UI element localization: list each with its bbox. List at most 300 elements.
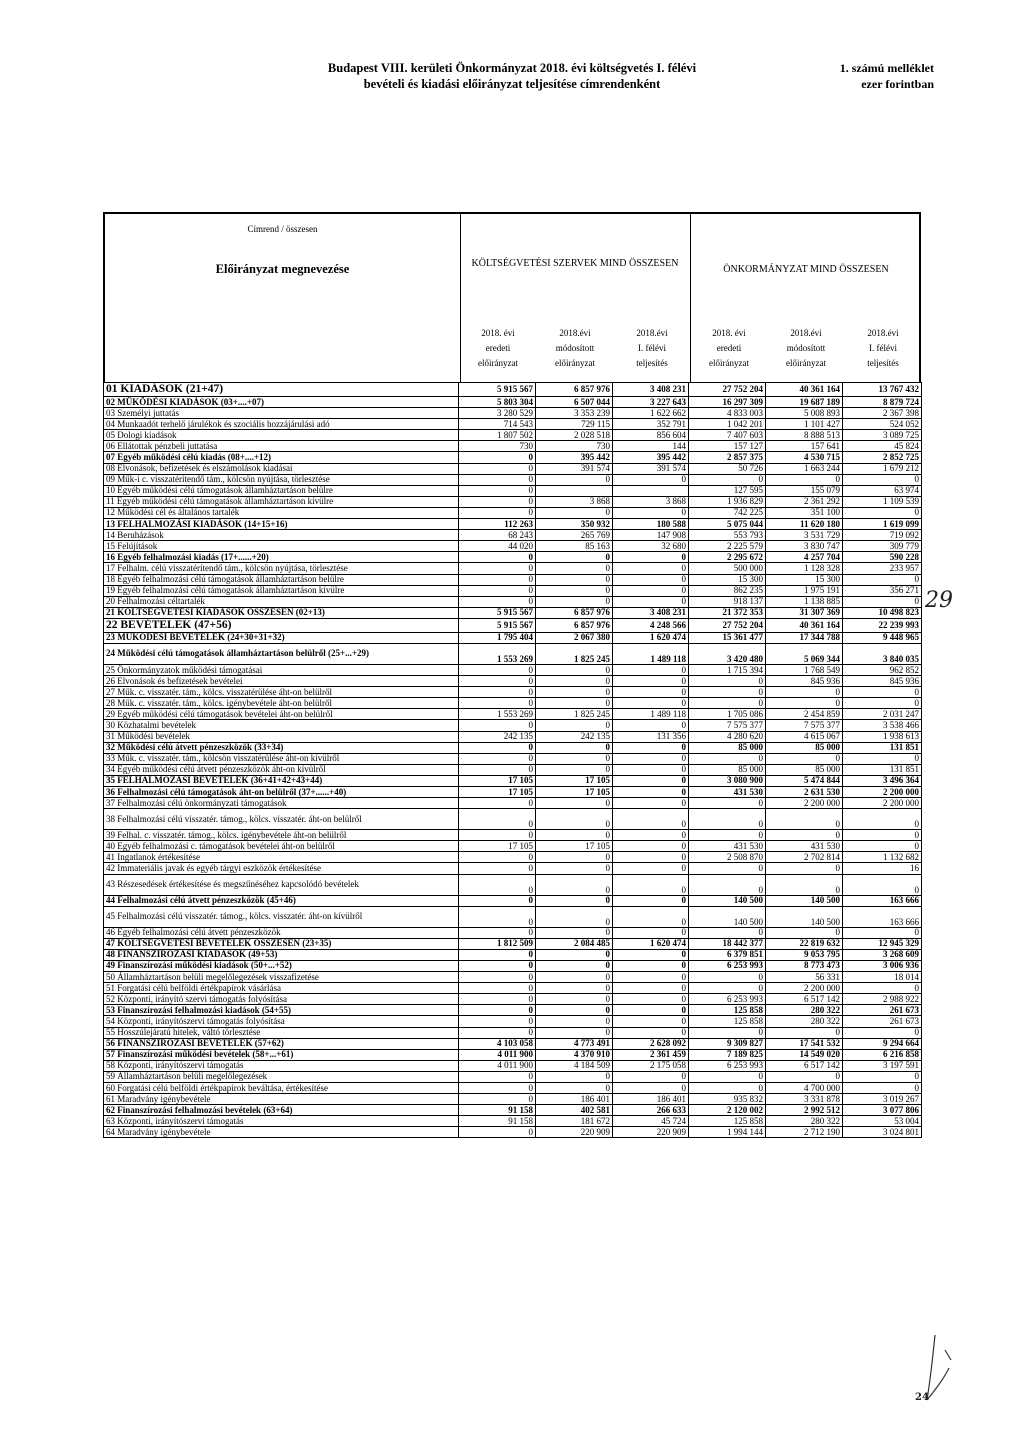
row-label: 43 Részesedések értékesítése és megszűnéséhez kapcsolódó bevételek — [104, 874, 459, 895]
row-label: 58 Központi, irányítószervi támogatás — [104, 1060, 459, 1071]
cell-value: 0 — [613, 552, 689, 563]
cell-value: 0 — [459, 664, 536, 675]
cell-value: 1 994 144 — [689, 1127, 766, 1138]
cell-value: 4 615 067 — [766, 731, 843, 742]
cell-value: 17 105 — [459, 775, 536, 786]
row-label: 42 Immateriális javak és egyéb tárgyi eszközök értékesítése — [104, 863, 459, 874]
table-row — [104, 607, 922, 618]
cell-value: 45 824 — [843, 441, 922, 452]
row-label: 11 Egyéb működési célú támogatások államháztartáson kívülre — [104, 496, 459, 507]
cell-value: 1 825 245 — [536, 709, 613, 720]
cell-value: 4 248 566 — [613, 618, 689, 632]
table-row — [104, 852, 922, 863]
cell-value: 2 225 579 — [689, 541, 766, 552]
table-row — [104, 676, 922, 687]
cell-value: 220 909 — [613, 1127, 689, 1138]
cell-value: 3 538 466 — [843, 720, 922, 731]
cell-value: 0 — [843, 983, 922, 994]
cell-value: 6 517 142 — [766, 1060, 843, 1071]
cell-value: 0 — [536, 874, 613, 895]
cell-value: 0 — [536, 949, 613, 960]
cell-value: 2 200 000 — [843, 798, 922, 809]
row-label: 63 Központi, irányítószervi támogatás — [104, 1116, 459, 1127]
cell-value: 4 257 704 — [766, 552, 843, 563]
cell-value: 280 322 — [766, 1016, 843, 1027]
cell-value: 0 — [459, 463, 536, 474]
cell-value: 1 807 502 — [459, 430, 536, 441]
cell-value: 6 507 044 — [536, 397, 613, 408]
row-label: 29 Egyéb működési célú támogatások bevételei áht-on belülről — [104, 709, 459, 720]
row-label: 33 Műk. c. visszatér. tám., kölcsön visszatérülése áht-on kívülről — [104, 753, 459, 764]
cell-value: 431 530 — [766, 841, 843, 852]
cell-value: 0 — [459, 874, 536, 895]
cell-value: 0 — [536, 664, 613, 675]
cell-value: 3 531 729 — [766, 530, 843, 541]
cell-value: 17 105 — [459, 787, 536, 798]
cell-value: 2 857 375 — [689, 452, 766, 463]
cell-value: 0 — [613, 563, 689, 574]
cell-value: 15 361 477 — [689, 632, 766, 643]
cell-value: 56 331 — [766, 972, 843, 983]
cell-value: 0 — [536, 863, 613, 874]
cell-value: 0 — [536, 798, 613, 809]
table-row — [104, 430, 922, 441]
table-row — [104, 709, 922, 720]
cell-value: 5 069 344 — [766, 643, 843, 664]
cell-value: 17 105 — [536, 841, 613, 852]
cell-value: 50 726 — [689, 463, 766, 474]
cell-value: 155 079 — [766, 485, 843, 496]
row-label: 19 Egyéb felhalmozási célú támogatások államháztartáson kívülre — [104, 585, 459, 596]
cell-value: 0 — [613, 585, 689, 596]
table-row — [104, 787, 922, 798]
row-label: 31 Működési bevételek — [104, 731, 459, 742]
row-label: 01 KIADÁSOK (21+47) — [104, 383, 459, 397]
row-label: 47 KÖLTSÉGVETÉSI BEVÉTELEK ÖSSZESEN (23+35) — [104, 938, 459, 949]
cell-value: 0 — [613, 753, 689, 764]
table-row — [104, 809, 922, 830]
cell-value: 0 — [459, 949, 536, 960]
row-label: 07 Egyéb működési célú kiadás (08+....+12) — [104, 452, 459, 463]
table-row — [104, 419, 922, 430]
row-label: 48 FINANSZÍROZÁSI KIADÁSOK (49+53) — [104, 949, 459, 960]
cell-value: 1 128 328 — [766, 563, 843, 574]
cell-value: 0 — [536, 895, 613, 906]
table-body — [104, 383, 922, 1138]
cell-value: 181 672 — [536, 1116, 613, 1127]
subheader-5: 2018.évi módosított előirányzat — [786, 328, 826, 368]
table-row — [104, 863, 922, 874]
cell-value: 5 915 567 — [459, 618, 536, 632]
cell-value: 309 779 — [843, 541, 922, 552]
cell-value: 12 945 329 — [843, 938, 922, 949]
table-row — [104, 574, 922, 585]
column-header — [103, 212, 921, 382]
row-label: 32 Működési célú átvett pénzeszközök (33+34) — [104, 742, 459, 753]
row-label: 54 Központi, irányítószervi támogatás folyósítása — [104, 1016, 459, 1027]
cell-value: 0 — [459, 906, 536, 927]
cell-value: 0 — [459, 927, 536, 938]
cell-value: 0 — [766, 809, 843, 830]
cell-value: 2 067 380 — [536, 632, 613, 643]
cell-value: 0 — [536, 1027, 613, 1038]
page-note: 24 — [915, 1392, 929, 1403]
cell-value: 2 200 000 — [766, 798, 843, 809]
cell-value: 0 — [459, 1005, 536, 1016]
cell-value: 0 — [766, 830, 843, 841]
cell-value: 6 253 993 — [689, 960, 766, 971]
cell-value: 0 — [536, 1082, 613, 1093]
cell-value: 14 549 020 — [766, 1049, 843, 1060]
cell-value: 1 825 245 — [536, 643, 613, 664]
table-row — [104, 742, 922, 753]
table-row — [104, 906, 922, 927]
cell-value: 2 454 859 — [766, 709, 843, 720]
cell-value: 144 — [613, 441, 689, 452]
title-line-1: Budapest VIII. kerületi Önkormányzat 2018. évi költségvetés I. félévi — [327, 61, 697, 75]
cell-value: 85 163 — [536, 541, 613, 552]
cell-value: 3 868 — [536, 496, 613, 507]
cell-value: 0 — [613, 742, 689, 753]
cell-value: 53 004 — [843, 1116, 922, 1127]
signature-mark — [905, 1330, 965, 1410]
cell-value: 0 — [536, 809, 613, 830]
row-label: 18 Egyéb felhalmozási célú támogatások államháztartáson belülre — [104, 574, 459, 585]
row-label: 52 Központi, irányító szervi támogatás folyósítása — [104, 994, 459, 1005]
cell-value: 5 915 567 — [459, 607, 536, 618]
cell-value: 5 915 567 — [459, 383, 536, 397]
row-label: 51 Forgatási célú belföldi értékpapírok vásárlása — [104, 983, 459, 994]
cell-value: 0 — [536, 983, 613, 994]
row-label: 15 Felújítások — [104, 541, 459, 552]
table-row — [104, 474, 922, 485]
cell-value: 0 — [536, 687, 613, 698]
cell-value: 5 474 844 — [766, 775, 843, 786]
cell-value: 17 105 — [536, 787, 613, 798]
cell-value: 85 000 — [689, 742, 766, 753]
cell-value: 13 767 432 — [843, 383, 922, 397]
cell-value: 0 — [613, 764, 689, 775]
cell-value: 3 089 725 — [843, 430, 922, 441]
cell-value: 0 — [459, 994, 536, 1005]
cell-value: 0 — [459, 585, 536, 596]
cell-value: 0 — [536, 1016, 613, 1027]
cell-value: 730 — [536, 441, 613, 452]
cell-value: 40 361 164 — [766, 383, 843, 397]
cell-value: 1 663 244 — [766, 463, 843, 474]
cell-value: 9 053 795 — [766, 949, 843, 960]
cell-value: 0 — [536, 585, 613, 596]
subheader-6: 2018.évi I. félévi teljesítés — [867, 328, 899, 368]
cell-value: 31 307 369 — [766, 607, 843, 618]
table-row — [104, 383, 922, 397]
cell-value: 0 — [459, 809, 536, 830]
row-label: 45 Felhalmozási célú visszatér. támog., kölcs. visszatér. áht-on kívülről — [104, 906, 459, 927]
cell-value: 0 — [459, 960, 536, 971]
row-label: 38 Felhalmozási célú visszatér. támog., kölcs. visszatér. áht-on belülről — [104, 809, 459, 830]
table-row — [104, 1027, 922, 1038]
table-row — [104, 775, 922, 786]
cell-value: 8 773 473 — [766, 960, 843, 971]
cell-value: 1 138 885 — [766, 596, 843, 607]
cell-value: 3 077 806 — [843, 1105, 922, 1116]
table-row — [104, 408, 922, 419]
table-row — [104, 585, 922, 596]
cell-value: 0 — [536, 994, 613, 1005]
cell-value: 5 075 044 — [689, 519, 766, 530]
cell-value: 0 — [613, 874, 689, 895]
row-label: 03 Személyi juttatás — [104, 408, 459, 419]
table-row — [104, 720, 922, 731]
table-row — [104, 687, 922, 698]
cell-value: 0 — [459, 485, 536, 496]
subheader-4: 2018. évi eredeti előirányzat — [709, 328, 749, 368]
cell-value: 3 331 878 — [766, 1094, 843, 1105]
cell-value: 0 — [613, 994, 689, 1005]
table-row — [104, 983, 922, 994]
cell-value: 3 268 609 — [843, 949, 922, 960]
cell-value: 1 975 191 — [766, 585, 843, 596]
cell-value: 2 084 485 — [536, 938, 613, 949]
row-label: 60 Forgatási célú belföldi értékpapírok beváltása, értékesítése — [104, 1082, 459, 1093]
cell-value: 0 — [459, 983, 536, 994]
cell-value: 0 — [459, 798, 536, 809]
cell-value: 0 — [536, 574, 613, 585]
cell-value: 0 — [459, 1082, 536, 1093]
row-label: 46 Egyéb felhalmozási célú átvett pénzeszközök — [104, 927, 459, 938]
cell-value: 112 263 — [459, 519, 536, 530]
row-label: 02 MŰKÖDÉSI KIADÁSOK (03+....+07) — [104, 397, 459, 408]
cell-value: 140 500 — [689, 895, 766, 906]
table-row — [104, 874, 922, 895]
cell-value: 0 — [459, 1094, 536, 1105]
cell-value: 3 420 480 — [689, 643, 766, 664]
table-row — [104, 972, 922, 983]
cell-value: 3 496 364 — [843, 775, 922, 786]
cell-value: 0 — [766, 863, 843, 874]
cell-value: 22 239 993 — [843, 618, 922, 632]
table-row — [104, 643, 922, 664]
cell-value: 0 — [536, 552, 613, 563]
cell-value: 0 — [459, 687, 536, 698]
cell-value: 261 673 — [843, 1016, 922, 1027]
cell-value: 0 — [613, 1082, 689, 1093]
cell-value: 0 — [536, 596, 613, 607]
cell-value: 742 225 — [689, 507, 766, 518]
cell-value: 3 868 — [613, 496, 689, 507]
row-label: 28 Műk. c. visszatér. tám., kölcs. igénybevétele áht-on belülről — [104, 698, 459, 709]
cell-value: 0 — [843, 574, 922, 585]
cell-value: 0 — [459, 742, 536, 753]
cell-value: 0 — [613, 949, 689, 960]
cell-value: 85 000 — [766, 742, 843, 753]
cell-value: 0 — [459, 474, 536, 485]
cell-value: 4 530 715 — [766, 452, 843, 463]
cell-value: 0 — [843, 698, 922, 709]
table-row — [104, 731, 922, 742]
cell-value: 2 712 190 — [766, 1127, 843, 1138]
table-row — [104, 830, 922, 841]
cell-value: 0 — [459, 676, 536, 687]
cell-value: 0 — [613, 664, 689, 675]
cell-value: 729 115 — [536, 419, 613, 430]
cell-value: 0 — [843, 474, 922, 485]
table-row — [104, 1049, 922, 1060]
cell-value: 242 135 — [536, 731, 613, 742]
cell-value: 1 553 269 — [459, 709, 536, 720]
subheader-1: 2018. évi eredeti előirányzat — [478, 328, 518, 368]
cell-value: 1 795 404 — [459, 632, 536, 643]
cell-value: 0 — [536, 764, 613, 775]
cell-value: 32 680 — [613, 541, 689, 552]
cell-value: 0 — [613, 507, 689, 518]
row-label: 34 Egyéb működési célú átvett pénzeszközök áht-on kívülről — [104, 764, 459, 775]
table-row — [104, 1060, 922, 1071]
cell-value: 0 — [843, 874, 922, 895]
cell-value: 935 832 — [689, 1094, 766, 1105]
cell-value: 0 — [613, 906, 689, 927]
cell-value: 140 500 — [766, 906, 843, 927]
cell-value: 147 908 — [613, 530, 689, 541]
cell-value: 0 — [536, 830, 613, 841]
cell-value: 0 — [613, 787, 689, 798]
table-row — [104, 1016, 922, 1027]
table-row — [104, 519, 922, 530]
cell-value: 0 — [766, 927, 843, 938]
cell-value: 6 253 993 — [689, 994, 766, 1005]
cell-value: 10 498 823 — [843, 607, 922, 618]
cell-value: 8 888 513 — [766, 430, 843, 441]
cell-value: 0 — [459, 753, 536, 764]
cell-value: 242 135 — [459, 731, 536, 742]
cell-value: 1 132 682 — [843, 852, 922, 863]
cell-value: 0 — [536, 563, 613, 574]
cell-value: 163 666 — [843, 906, 922, 927]
cell-value: 3 408 231 — [613, 383, 689, 397]
row-label: 36 Felhalmozási célú támogatások áht-on belülről (37+......+40) — [104, 787, 459, 798]
cell-value: 1 109 539 — [843, 496, 922, 507]
title-line-2: bevételi és kiadási előirányzat teljesítése címrendenként — [363, 77, 661, 91]
cell-value: 15 300 — [689, 574, 766, 585]
cell-value: 17 541 532 — [766, 1038, 843, 1049]
cell-value: 3 019 267 — [843, 1094, 922, 1105]
cell-value: 431 530 — [689, 787, 766, 798]
table-row — [104, 664, 922, 675]
cell-value: 6 517 142 — [766, 994, 843, 1005]
table-row — [104, 632, 922, 643]
table-row — [104, 1038, 922, 1049]
row-label: 13 FELHALMOZÁSI KIADÁSOK (14+15+16) — [104, 519, 459, 530]
cell-value: 524 052 — [843, 419, 922, 430]
cell-value: 265 769 — [536, 530, 613, 541]
row-label: 53 Finanszírozási felhalmozási kiadások (54+55) — [104, 1005, 459, 1016]
cell-value: 3 840 035 — [843, 643, 922, 664]
cell-value: 44 020 — [459, 541, 536, 552]
cell-value: 0 — [459, 1071, 536, 1082]
row-label: 05 Dologi kiadások — [104, 430, 459, 441]
cell-value: 0 — [536, 906, 613, 927]
cell-value: 395 442 — [613, 452, 689, 463]
cell-value: 220 909 — [536, 1127, 613, 1138]
cell-value: 0 — [843, 927, 922, 938]
table-row — [104, 541, 922, 552]
cell-value: 0 — [536, 676, 613, 687]
table-row — [104, 938, 922, 949]
cell-value: 0 — [459, 1016, 536, 1027]
cell-value: 7 189 825 — [689, 1049, 766, 1060]
cell-value: 352 791 — [613, 419, 689, 430]
cell-value: 68 243 — [459, 530, 536, 541]
cell-value: 0 — [689, 1027, 766, 1038]
row-label: 25 Önkormányzatok működési támogatásai — [104, 664, 459, 675]
cell-value: 125 858 — [689, 1116, 766, 1127]
cell-value: 0 — [536, 742, 613, 753]
cell-value: 1 622 662 — [613, 408, 689, 419]
cell-value: 6 379 851 — [689, 949, 766, 960]
table-row — [104, 960, 922, 971]
table-row — [104, 596, 922, 607]
cell-value: 862 235 — [689, 585, 766, 596]
cell-value: 3 006 936 — [843, 960, 922, 971]
cell-value: 4 280 620 — [689, 731, 766, 742]
cell-value: 2 200 000 — [766, 983, 843, 994]
cell-value: 127 595 — [689, 485, 766, 496]
cell-value: 0 — [613, 852, 689, 863]
row-label: 59 Államháztartáson belüli megelőlegezések — [104, 1071, 459, 1082]
cell-value: 351 100 — [766, 507, 843, 518]
cell-value: 280 322 — [766, 1005, 843, 1016]
table-row — [104, 507, 922, 518]
cell-value: 3 408 231 — [613, 607, 689, 618]
table-row — [104, 1105, 922, 1116]
row-label: 35 FELHALMOZÁSI BEVÉTELEK (36+41+42+43+44) — [104, 775, 459, 786]
cell-value: 0 — [459, 830, 536, 841]
cell-value: 3 280 529 — [459, 408, 536, 419]
cell-value: 0 — [613, 1027, 689, 1038]
cell-value: 6 216 858 — [843, 1049, 922, 1060]
row-label: 57 Finanszírozási működési bevételek (58+...+61) — [104, 1049, 459, 1060]
cell-value: 0 — [689, 474, 766, 485]
table-row — [104, 994, 922, 1005]
cell-value: 0 — [689, 698, 766, 709]
cell-value: 0 — [689, 830, 766, 841]
cell-value: 719 092 — [843, 530, 922, 541]
table-row — [104, 485, 922, 496]
data-table — [103, 382, 922, 1138]
cell-value: 962 852 — [843, 664, 922, 675]
cell-value: 0 — [843, 830, 922, 841]
cell-value: 0 — [459, 698, 536, 709]
cell-value: 16 — [843, 863, 922, 874]
cell-value: 4 103 058 — [459, 1038, 536, 1049]
cell-value: 157 127 — [689, 441, 766, 452]
table-row — [104, 441, 922, 452]
row-label: 12 Működési cél és általános tartalék — [104, 507, 459, 518]
table-row — [104, 552, 922, 563]
cell-value: 0 — [766, 687, 843, 698]
cell-value: 27 752 204 — [689, 618, 766, 632]
cell-value: 0 — [459, 563, 536, 574]
table-row — [104, 698, 922, 709]
row-label-sub: Címrend / összesen — [247, 224, 318, 234]
cell-value: 0 — [536, 507, 613, 518]
table-row — [104, 764, 922, 775]
table-row — [104, 1127, 922, 1138]
cell-value: 7 407 603 — [689, 430, 766, 441]
cell-value: 17 105 — [536, 775, 613, 786]
cell-value: 85 000 — [766, 764, 843, 775]
cell-value: 4 184 509 — [536, 1060, 613, 1071]
